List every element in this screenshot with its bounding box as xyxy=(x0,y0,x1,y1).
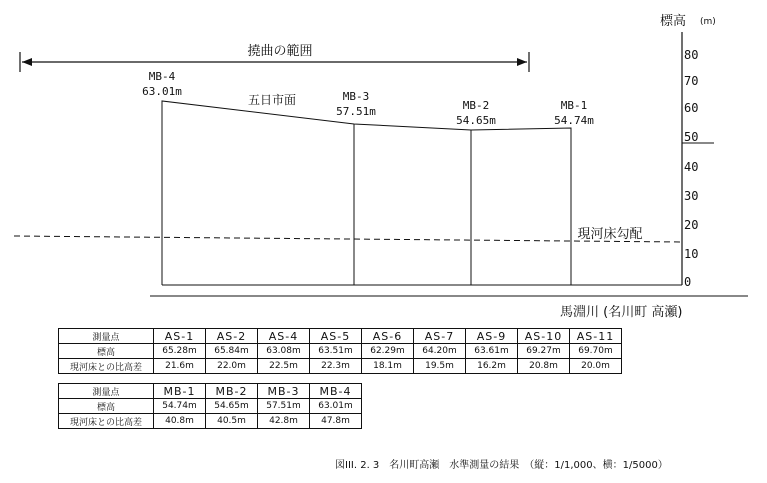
point-id-mb2: MB-2 xyxy=(462,99,490,112)
station-cell: MB-2 xyxy=(206,384,258,399)
difference-cell: 47.8m xyxy=(310,414,362,429)
elevation-cell: 63.01m xyxy=(310,399,362,414)
station-cell: MB-3 xyxy=(258,384,310,399)
elevation-cell: 69.70m xyxy=(570,344,622,359)
axis-title: 標高 xyxy=(660,14,687,29)
elevation-cell: 65.84m xyxy=(206,344,258,359)
station-cell: AS-1 xyxy=(154,329,206,344)
range-left-arrowhead xyxy=(22,58,32,66)
river-label: 馬淵川 (名川町 高瀬) xyxy=(560,305,683,320)
elevation-cell: 64.20m xyxy=(414,344,466,359)
range-label: 撓曲の範囲 xyxy=(247,44,313,59)
difference-cell: 40.5m xyxy=(206,414,258,429)
station-cell: MB-1 xyxy=(154,384,206,399)
row-label-cell: 現河床との比高差 xyxy=(59,414,154,429)
difference-cell: 22.3m xyxy=(310,359,362,374)
point-elevation-mb1: 54.74m xyxy=(554,114,594,127)
station-cell: AS-7 xyxy=(414,329,466,344)
table-header-cell: 測量点 xyxy=(59,384,154,399)
station-cell: AS-10 xyxy=(518,329,570,344)
elevation-cell: 63.61m xyxy=(466,344,518,359)
difference-cell: 40.8m xyxy=(154,414,206,429)
axis-tick-70: 70 xyxy=(684,74,699,88)
station-cell: AS-5 xyxy=(310,329,362,344)
axis-tick-20: 20 xyxy=(684,218,699,232)
row-label-cell: 現河床との比高差 xyxy=(59,359,154,374)
elevation-cell: 54.74m xyxy=(154,399,206,414)
axis-unit: (m) xyxy=(700,17,716,27)
gradient-label: 現河床勾配 xyxy=(577,227,643,242)
range-right-arrowhead xyxy=(517,58,527,66)
elevation-cell: 57.51m xyxy=(258,399,310,414)
survey-table-as xyxy=(58,328,622,374)
axis-tick-40: 40 xyxy=(684,160,699,174)
axis-tick-10: 10 xyxy=(684,247,699,261)
row-label-cell: 標高 xyxy=(59,399,154,414)
elevation-cell: 63.08m xyxy=(258,344,310,359)
axis-tick-labels xyxy=(684,48,698,289)
survey-table-mb xyxy=(58,383,362,429)
difference-cell: 16.2m xyxy=(466,359,518,374)
figure-caption: 図III. 2. 3 名川町高瀬 水準測量の結果 （縦：1/1,000、横：1/5000） xyxy=(335,460,668,471)
point-id-mb1: MB-1 xyxy=(560,99,588,112)
table-row xyxy=(59,359,622,374)
elevation-cell: 69.27m xyxy=(518,344,570,359)
difference-cell: 42.8m xyxy=(258,414,310,429)
table-row xyxy=(59,344,622,359)
axis-tick-50: 50 xyxy=(684,130,699,144)
station-cell: MB-4 xyxy=(310,384,362,399)
point-elevation-mb4: 63.01m xyxy=(142,85,182,98)
difference-cell: 18.1m xyxy=(362,359,414,374)
table-row xyxy=(59,329,622,344)
surface-profile-outline xyxy=(162,101,571,285)
axis-tick-0: 0 xyxy=(684,275,692,289)
difference-cell: 22.5m xyxy=(258,359,310,374)
row-label-cell: 標高 xyxy=(59,344,154,359)
difference-cell: 20.8m xyxy=(518,359,570,374)
elevation-cell: 65.28m xyxy=(154,344,206,359)
table-row xyxy=(59,399,362,414)
axis-tick-80: 80 xyxy=(684,48,699,62)
difference-cell: 20.0m xyxy=(570,359,622,374)
axis-tick-60: 60 xyxy=(684,101,699,115)
elevation-cell: 54.65m xyxy=(206,399,258,414)
table-header-cell: 測量点 xyxy=(59,329,154,344)
station-cell: AS-2 xyxy=(206,329,258,344)
point-id-mb4: MB-4 xyxy=(148,70,176,83)
table-row xyxy=(59,414,362,429)
difference-cell: 21.6m xyxy=(154,359,206,374)
elevation-cell: 63.51m xyxy=(310,344,362,359)
station-cell: AS-9 xyxy=(466,329,518,344)
difference-cell: 22.0m xyxy=(206,359,258,374)
station-cell: AS-6 xyxy=(362,329,414,344)
elevation-cell: 62.29m xyxy=(362,344,414,359)
table-row xyxy=(59,384,362,399)
point-elevation-mb2: 54.65m xyxy=(456,114,496,127)
point-id-mb3: MB-3 xyxy=(342,90,370,103)
station-cell: AS-11 xyxy=(570,329,622,344)
station-cell: AS-4 xyxy=(258,329,310,344)
surface-label: 五日市面 xyxy=(247,93,297,107)
point-elevation-mb3: 57.51m xyxy=(336,105,376,118)
axis-tick-30: 30 xyxy=(684,189,699,203)
difference-cell: 19.5m xyxy=(414,359,466,374)
